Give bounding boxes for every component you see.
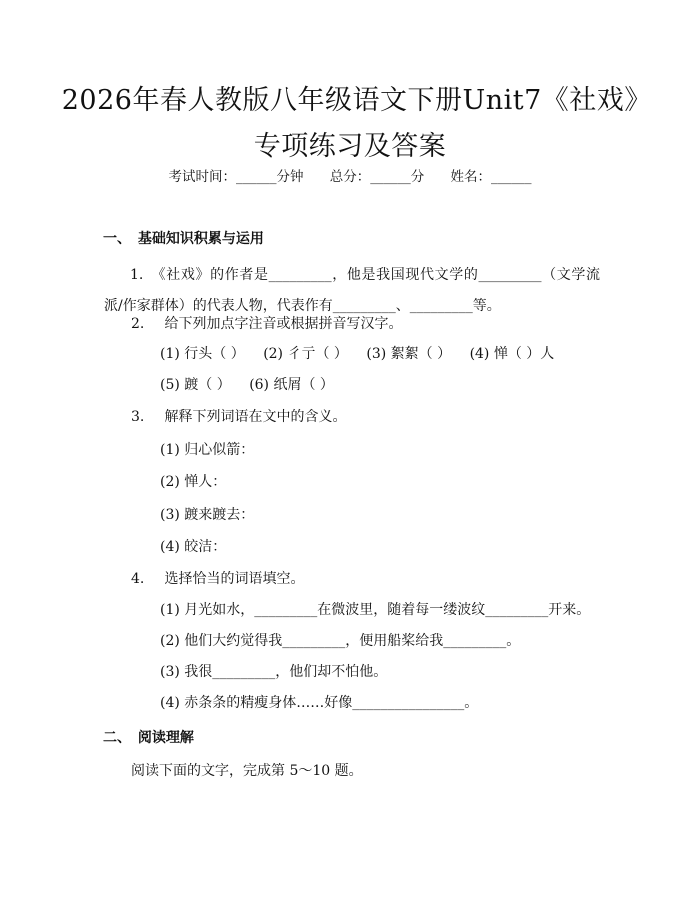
- list-item: (5) 踱（ ）: [160, 377, 231, 393]
- list-item: (6) 纸屑（ ）: [249, 377, 334, 393]
- list-item: (2) 彳亍（ ）: [263, 346, 348, 362]
- question-number: 2.: [131, 316, 145, 332]
- question-3: [131, 406, 346, 428]
- list-item: (2) 惮人：: [160, 474, 227, 490]
- question-text: 解释下列词语在文中的含义。: [164, 409, 347, 425]
- section-title: 基础知识积累与运用: [137, 231, 264, 247]
- list-item: (1) 行头（ ）: [160, 346, 245, 362]
- section-title: 阅读理解: [137, 730, 194, 746]
- reading-intro: 阅读下面的文字，完成第 5～10 题。: [131, 763, 363, 779]
- list-item: (2) 他们大约觉得我_________，便用船桨给我_________。: [160, 633, 521, 649]
- exam-time: 考试时间：______分钟: [168, 169, 304, 185]
- list-item: (1) 月光如水，_________在微波里，随着每一缕波纹_________开来。: [160, 602, 591, 618]
- question-number: 4.: [131, 571, 145, 587]
- question-2: [131, 313, 402, 335]
- question-text: 选择恰当的词语填空。: [164, 571, 305, 587]
- section-number: 一、: [103, 231, 131, 247]
- list-item: (4) 赤条条的精瘦身体……好像________________。: [160, 695, 479, 711]
- section-heading-1: [103, 228, 264, 250]
- exam-score: 总分：______分: [329, 169, 425, 185]
- question-2-items-row-2: [160, 374, 348, 396]
- section-heading-2: [103, 727, 194, 749]
- list-item: (3) 我很_________，他们却不怕他。: [160, 664, 388, 680]
- document-title: 2026年春人教版八年级语文下册Unit7《社戏》专项练习及答案: [61, 85, 639, 162]
- section-number: 二、: [103, 730, 131, 746]
- list-item: (4) 惮（ ）人: [469, 346, 555, 362]
- question-1: 1. 《社戏》的作者是_________，他是我国现代文学的_________（文学流派/作家群体）的代表人物，代表作有_________、_________等。: [104, 267, 600, 314]
- exam-name: 姓名：______: [450, 169, 532, 185]
- list-item: (3) 絮絮（ ）: [366, 346, 452, 362]
- list-item: (3) 踱来踱去：: [160, 507, 255, 523]
- exam-info: [0, 166, 700, 188]
- question-4: [131, 568, 304, 590]
- list-item: (1) 归心似箭：: [160, 442, 255, 458]
- question-2-items-row-1: [160, 343, 568, 365]
- question-text: 给下列加点字注音或根据拼音写汉字。: [164, 316, 403, 332]
- question-number: 3.: [131, 409, 145, 425]
- list-item: (4) 皎洁：: [160, 539, 227, 555]
